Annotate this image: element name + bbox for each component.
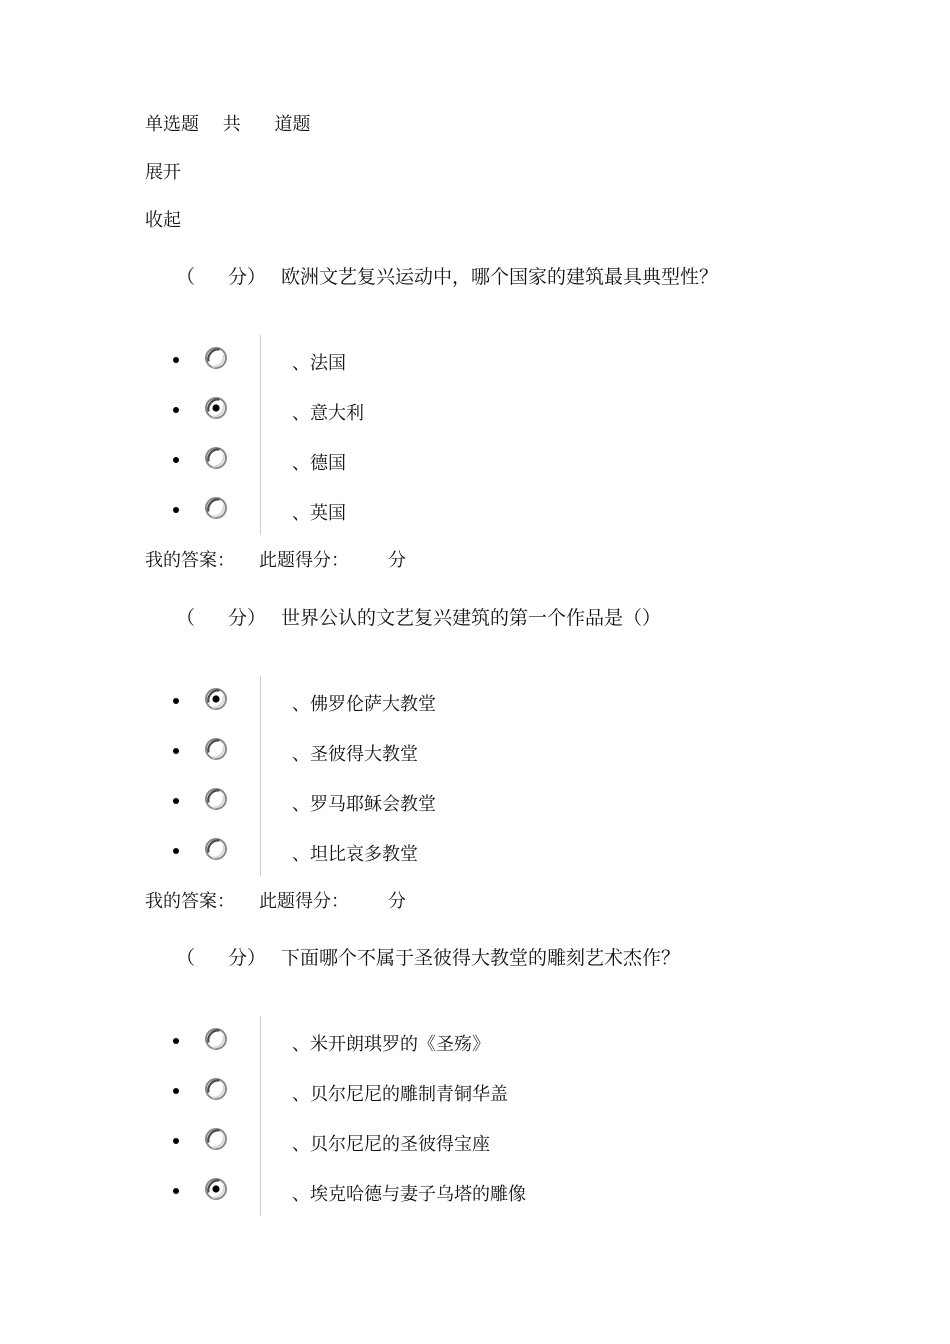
my-answer-label: 我的答案： — [145, 550, 235, 571]
question-1-answer-line — [145, 550, 406, 571]
divider — [260, 485, 261, 535]
option-row[interactable] — [170, 776, 570, 826]
option-row[interactable] — [170, 826, 570, 876]
question-text: 欧洲文艺复兴运动中，哪个国家的建筑最具典型性？ — [281, 266, 719, 288]
divider — [260, 1066, 261, 1116]
bullet-dot — [173, 798, 179, 804]
divider — [260, 726, 261, 776]
option-label: 、意大利 — [292, 403, 364, 424]
radio-unchecked-icon[interactable] — [204, 1077, 228, 1101]
score-unit: 分 — [388, 891, 406, 912]
collapse-link[interactable]: 收起 — [145, 210, 181, 231]
radio-unchecked-icon[interactable] — [204, 1127, 228, 1151]
radio-unchecked-icon[interactable] — [204, 346, 228, 370]
option-label: 、米开朗琪罗的《圣殇》 — [292, 1034, 490, 1055]
question-2-answer-line — [145, 891, 406, 912]
divider — [260, 826, 261, 876]
question-text: 世界公认的文艺复兴建筑的第一个作品是（） — [281, 607, 662, 629]
radio-unchecked-icon[interactable] — [204, 787, 228, 811]
bullet-dot — [173, 357, 179, 363]
option-label: 、罗马耶稣会教堂 — [292, 794, 436, 815]
bullet-dot — [173, 698, 179, 704]
bullet-dot — [173, 407, 179, 413]
question-type-label: 单选题 — [145, 114, 199, 135]
option-label: 、埃克哈德与妻子乌塔的雕像 — [292, 1184, 526, 1205]
divider — [260, 776, 261, 826]
option-row[interactable] — [170, 676, 570, 726]
divider — [260, 1166, 261, 1216]
divider — [260, 385, 261, 435]
bullet-dot — [173, 457, 179, 463]
option-row[interactable] — [170, 1166, 570, 1216]
bullet-dot — [173, 1138, 179, 1144]
radio-unchecked-icon[interactable] — [204, 1027, 228, 1051]
points-paren-open: （ — [176, 947, 196, 969]
option-row[interactable] — [170, 1016, 570, 1066]
divider — [260, 435, 261, 485]
my-answer-label: 我的答案： — [145, 891, 235, 912]
option-label: 、坦比哀多教堂 — [292, 844, 418, 865]
bullet-dot — [173, 748, 179, 754]
question-text: 下面哪个不属于圣彼得大教堂的雕刻艺术杰作？ — [281, 947, 681, 969]
option-row[interactable] — [170, 435, 570, 485]
points-unit: 分） — [228, 607, 267, 629]
bullet-dot — [173, 1188, 179, 1194]
bullet-dot — [173, 1088, 179, 1094]
radio-checked-icon[interactable] — [204, 1177, 228, 1201]
option-row[interactable] — [170, 1116, 570, 1166]
bullet-dot — [173, 848, 179, 854]
score-label: 此题得分： — [259, 891, 349, 912]
points-unit: 分） — [228, 266, 267, 288]
score-unit: 分 — [388, 550, 406, 571]
count-label: 道题 — [274, 114, 311, 135]
option-row[interactable] — [170, 335, 570, 385]
option-row[interactable] — [170, 385, 570, 435]
divider — [260, 676, 261, 726]
option-label: 、贝尔尼尼的圣彼得宝座 — [292, 1134, 490, 1155]
total-label: 共 — [222, 114, 241, 135]
option-label: 、贝尔尼尼的雕制青铜华盖 — [292, 1084, 508, 1105]
option-label: 、德国 — [292, 453, 346, 474]
points-paren-open: （ — [176, 607, 196, 629]
bullet-dot — [173, 1038, 179, 1044]
option-label: 、佛罗伦萨大教堂 — [292, 694, 436, 715]
option-row[interactable] — [170, 485, 570, 535]
bullet-dot — [173, 507, 179, 513]
option-label: 、圣彼得大教堂 — [292, 744, 418, 765]
points-unit: 分） — [228, 947, 267, 969]
score-label: 此题得分： — [259, 550, 349, 571]
option-row[interactable] — [170, 1066, 570, 1116]
radio-checked-icon[interactable] — [204, 687, 228, 711]
radio-checked-icon[interactable] — [204, 396, 228, 420]
option-row[interactable] — [170, 726, 570, 776]
question-type-header — [145, 116, 310, 134]
radio-unchecked-icon[interactable] — [204, 737, 228, 761]
divider — [260, 335, 261, 385]
option-label: 、英国 — [292, 503, 346, 524]
expand-link[interactable]: 展开 — [145, 162, 181, 183]
option-label: 、法国 — [292, 353, 346, 374]
radio-unchecked-icon[interactable] — [204, 446, 228, 470]
radio-unchecked-icon[interactable] — [204, 496, 228, 520]
divider — [260, 1116, 261, 1166]
points-paren-open: （ — [176, 266, 196, 288]
divider — [260, 1016, 261, 1066]
radio-unchecked-icon[interactable] — [204, 837, 228, 861]
